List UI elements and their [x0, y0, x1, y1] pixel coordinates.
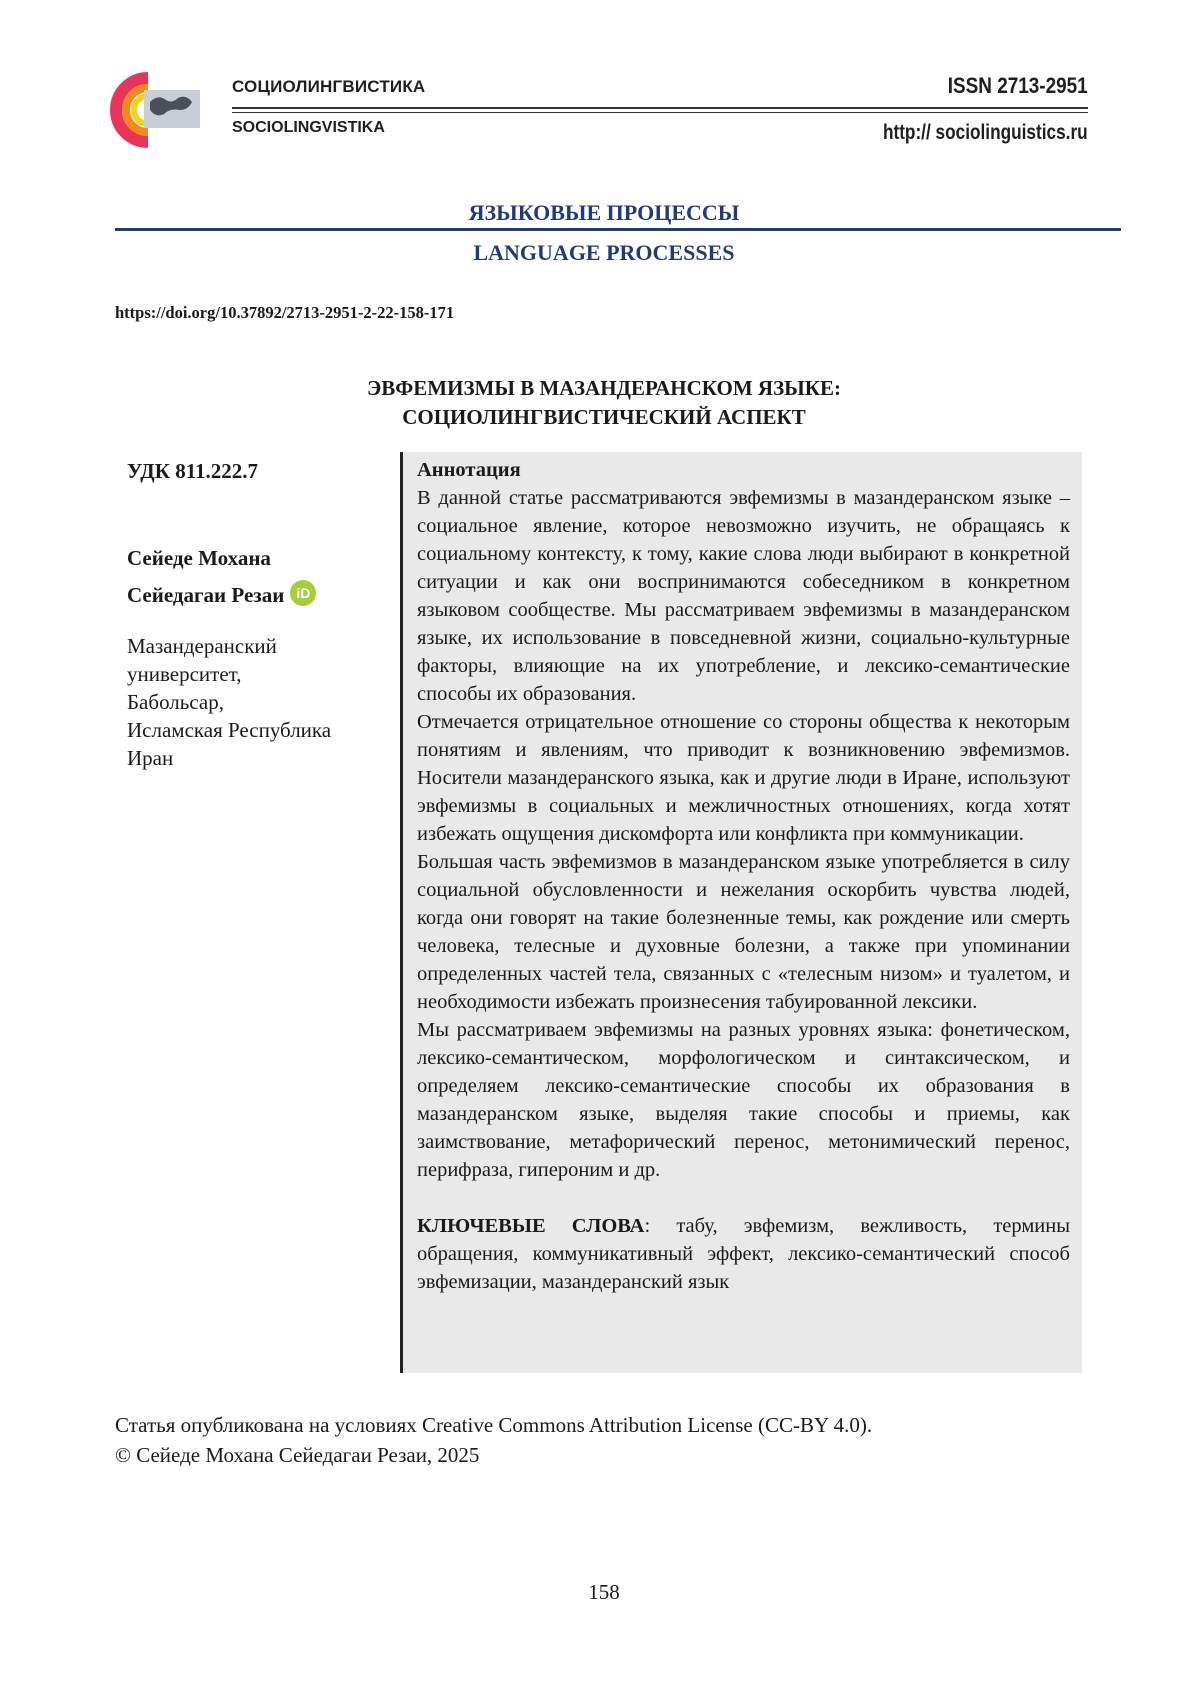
doi-link[interactable]: https://doi.org/10.37892/2713-2951-2-22-158-171 [115, 303, 455, 322]
section-divider [115, 228, 1121, 231]
license-note [115, 1410, 872, 1470]
orcid-icon[interactable]: iD [290, 580, 316, 606]
udk-code: УДК 811.222.7 [127, 459, 259, 483]
author-name-line1: Сейеде Мохана [127, 546, 271, 570]
keywords-list: : табу, эвфемизм, вежливость, термины обращения, коммуникативный эффект, лексико-семантический способ эвфемизации, мазандеранский язык [417, 1215, 1070, 1293]
affiliation [127, 632, 331, 772]
author-name [127, 540, 316, 614]
affiliation-line: университет, [127, 662, 242, 686]
abstract-paragraph: Большая часть эвфемизмов в мазандеранском языке употребляется в силу социальной обусловленности и нежелания оскорбить чувства людей, когда они говорят на такие болезненные темы, как рождение или смерть человека, телесные и духовные болезни, а также при упоминании определенных частей тела, связанных с «телесным низом» и туалетом, и необходимости избежать произнесения табуированной лексики. [417, 851, 1070, 1013]
page-number: 158 [588, 1580, 620, 1604]
header-divider-thin [232, 112, 1088, 113]
abstract-paragraph: Мы рассматриваем эвфемизмы на разных уровнях языка: фонетическом, лексико-семантическом, морфологическом и синтаксическом, и определяем лексико-семантические способы их образования в мазандеранском языке, выделяя такие способы и приемы, как заимствование, метафорический перенос, метонимический перенос, перифраза, гипероним и др. [417, 1019, 1070, 1181]
journal-title-en: SOCIOLINGVISTIKA [232, 119, 385, 136]
article-title-line1: ЭВФЕМИЗМЫ В МАЗАНДЕРАНСКОМ ЯЗЫКЕ: [367, 376, 841, 400]
journal-logo-icon [108, 72, 208, 148]
issn: ISSN 2713-2951 [948, 73, 1088, 98]
abstract-box [400, 452, 1082, 1373]
copyright-line: © Сейеде Мохана Сейедагаи Резаи, 2025 [115, 1443, 480, 1467]
section-title-en: LANGUAGE PROCESSES [473, 240, 735, 265]
abstract-paragraph: В данной статье рассматриваются эвфемизмы в мазандеранском языке – социальное явление, которое невозможно изучить, не обращаясь к социальному контексту, к тому, какие слова люди выбирают в конкретной ситуации и как они воспринимаются собеседником в конкретном языковом сообществе. Мы рассматриваем эвфемизмы в мазандеранском языке, их использование в повседневной жизни, социально-культурные факторы, влияющие на их употребление, и лексико-семантические способы их образования. [417, 487, 1070, 705]
keywords-label: КЛЮЧЕВЫЕ СЛОВА [417, 1215, 645, 1237]
keywords [417, 1212, 1070, 1296]
journal-url[interactable]: http:// sociolinguistics.ru [883, 121, 1088, 144]
journal-title-ru: СОЦИОЛИНГВИСТИКА [232, 77, 426, 96]
abstract-heading: Аннотация [417, 459, 521, 481]
author-name-line2: Сейедагаи Резаи [127, 583, 285, 607]
affiliation-line: Исламская Республика [127, 718, 332, 742]
header-divider [232, 107, 1088, 109]
license-line: Статья опубликована на условиях Creative Commons Attribution License (CC-BY 4.0). [115, 1413, 873, 1437]
affiliation-line: Иран [127, 746, 174, 770]
abstract-paragraph: Отмечается отрицательное отношение со стороны общества к некоторым понятиям и явлениям, что приводит к возникновению эвфемизмов. Носители мазандеранского языка, как и другие люди в Иране, используют эвфемизмы в социальных и межличностных отношениях, когда хотят избежать ощущения дискомфорта или конфликта при коммуникации. [417, 711, 1070, 845]
affiliation-line: Бабольсар, [127, 690, 224, 714]
article-title-line2: СОЦИОЛИНГВИСТИЧЕСКИЙ АСПЕКТ [402, 405, 806, 429]
section-title-ru: ЯЗЫКОВЫЕ ПРОЦЕССЫ [468, 200, 740, 225]
affiliation-line: Мазандеранский [127, 634, 277, 658]
article-title [0, 374, 1200, 432]
